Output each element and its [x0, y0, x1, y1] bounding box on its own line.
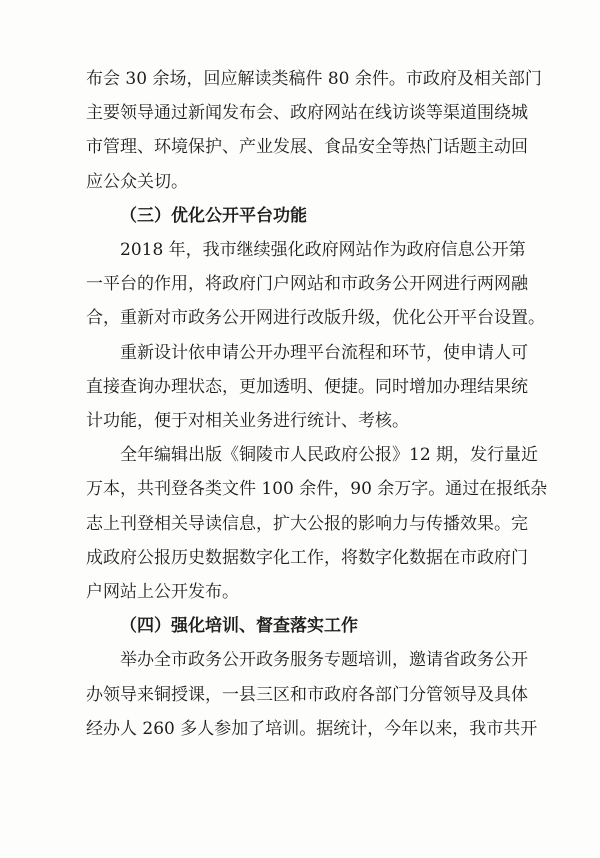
- text-line: 成政府公报历史数据数字化工作，将数字化数据在市政府门: [86, 547, 528, 568]
- text-line: 合，重新对市政务公开网进行改版升级，优化公开平台设置。: [86, 308, 545, 329]
- section-heading: （三）优化公开平台功能: [120, 205, 307, 226]
- text-line: 2018 年，我市继续强化政府网站作为政府信息公开第: [120, 240, 526, 260]
- text-line: 办领导来铜授课，一县三区和市政府各部门分管领导及具体: [86, 684, 528, 705]
- text-line: 计功能，便于对相关业务进行统计、考核。: [86, 411, 409, 431]
- text-line: 经办人 260 多人参加了培训。据统计，今年以来，我市共开: [86, 718, 538, 739]
- text-line: 户网站上公开发布。: [86, 582, 239, 602]
- text-line: 重新设计依申请公开办理平台流程和环节，使申请人可: [120, 342, 528, 363]
- text-line: 市管理、环境保护、产业发展、食品安全等热门话题主动回: [86, 137, 528, 158]
- text-line: 一平台的作用，将政府门户网站和市政务公开网进行两网融: [86, 274, 528, 295]
- text-line: 举办全市政务公开政务服务专题培训，邀请省政务公开: [120, 650, 528, 671]
- text-line: 直接查询办理状态，更加透明、便捷。同时增加办理结果统: [86, 376, 528, 397]
- text-line: 布会 30 余场，回应解读类稿件 80 余件。市政府及相关部门: [86, 69, 542, 89]
- text-line: 志上刊登相关导读信息，扩大公报的影响力与传播效果。完: [86, 513, 528, 534]
- text-line: 全年编辑出版《铜陵市人民政府公报》12 期，发行量近: [120, 445, 539, 466]
- text-line: 主要领导通过新闻发布会、政府网站在线访谈等渠道围绕城: [86, 103, 528, 124]
- text-line: 万本，共刊登各类文件 100 余件，90 余万字。通过在报纸杂: [86, 479, 548, 500]
- text-line: 应公众关切。: [86, 171, 188, 192]
- section-heading: （四）强化培训、督查落实工作: [120, 616, 358, 637]
